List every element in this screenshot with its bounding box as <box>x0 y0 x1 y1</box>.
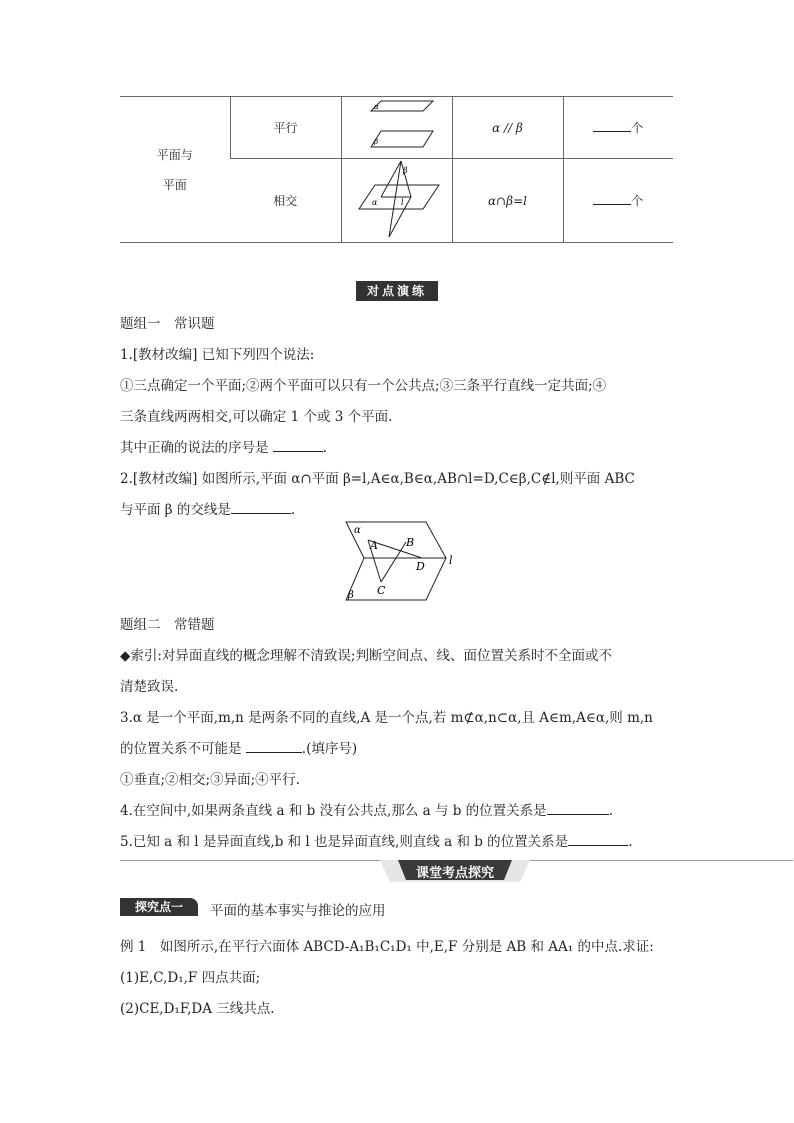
index-note-line1: ◆索引:对异面直线的概念理解不清致误;判断空间点、线、面位置关系时不全面或不 <box>120 648 612 664</box>
example1-line2: (1)E,C,D₁,F 四点共面; <box>120 970 261 986</box>
row-group-label <box>120 97 230 243</box>
practice-header-badge: 对点演练 <box>356 281 438 301</box>
section-banner-title: 课堂考点探究 <box>415 866 494 881</box>
answer-blank <box>568 834 628 846</box>
fig-label-l: l <box>400 198 404 207</box>
count-intersect <box>563 159 673 243</box>
relation-intersect: 相交 <box>230 159 341 243</box>
intersecting-planes-diagram <box>351 159 443 239</box>
q3-line3: ①垂直;②相交;③异面;④平行. <box>120 772 300 788</box>
q2-line2: 与平面 β 的交线是 . <box>120 502 296 518</box>
answer-blank <box>231 502 291 514</box>
notation-intersect: α∩β=l <box>452 159 563 243</box>
example1-line3: (2)CE,D₁F,DA 三线共点. <box>120 1001 275 1017</box>
explore-badge: 探究点一 <box>120 898 198 916</box>
q4: 4.在空间中,如果两条直线 a 和 b 没有公共点,那么 a 与 b 的位置关系是 . <box>120 803 613 819</box>
count-suffix: 个 <box>631 121 644 135</box>
example1-line1: 例 1 如图所示,在平行六面体 ABCD-A₁B₁C₁D₁ 中,E,F 分别是 AB 和 AA₁ 的中点.求证: <box>120 939 654 955</box>
fig-label-D: D <box>416 560 425 573</box>
row-group-label-line1: 平面与 <box>156 147 193 162</box>
fig-label-alpha: α <box>354 525 361 536</box>
index-note-line2: 清楚致误. <box>120 679 179 695</box>
relation-table <box>120 96 673 243</box>
q2-line1: 2.[教材改编] 如图所示,平面 α∩平面 β=l,A∈α,B∈α,AB∩l=D,C∈β,C∉l,则平面 ABC <box>120 471 635 487</box>
fig-label-alpha: α <box>371 198 377 207</box>
intersect-figure <box>341 159 452 243</box>
q1-line4: 其中正确的说法的序号是 . <box>120 440 328 456</box>
q5: 5.已知 a 和 l 是异面直线,b 和 l 也是异面直线,则直线 a 和 b 的位置关系是 . <box>120 834 633 850</box>
fig-label-beta: β <box>373 138 378 146</box>
q1-line3: 三条直线两两相交,可以确定 1 个或 3 个平面. <box>120 409 393 425</box>
count-suffix: 个 <box>631 194 644 208</box>
count-parallel <box>563 97 673 159</box>
fig-label-C: C <box>377 584 386 597</box>
group2-title: 题组二 常错题 <box>120 617 215 633</box>
answer-blank <box>273 440 323 452</box>
count-blank <box>593 120 631 132</box>
q3-line2: 的位置关系不可能是 .(填序号) <box>120 741 358 757</box>
answer-blank <box>547 803 609 815</box>
fig-label-B: B <box>406 536 415 549</box>
group1-title: 题组一 常识题 <box>120 316 215 332</box>
q1-line2: ①三点确定一个平面;②两个平面可以只有一个公共点;③三条平行直线一定共面;④ <box>120 378 607 394</box>
count-blank <box>593 193 631 205</box>
answer-blank <box>246 741 302 753</box>
fig-label-beta: β <box>402 166 408 175</box>
fig-label-alpha: α <box>373 103 379 111</box>
row-group-label-line2: 平面 <box>162 177 187 192</box>
fig-label-A: A <box>370 539 378 552</box>
q3-line1: 3.α 是一个平面,m,n 是两条不同的直线,A 是一个点,若 m⊄α,n⊂α,且 A∈m,A∈α,则 m,n <box>120 710 653 726</box>
fig-label-l: l <box>449 554 453 567</box>
parallel-planes-diagram <box>357 97 437 155</box>
q1-line1: 1.[教材改编] 已知下列四个说法: <box>120 347 315 363</box>
q2-figure <box>336 520 466 606</box>
explore-title: 平面的基本事实与推论的应用 <box>210 903 386 919</box>
notation-parallel: α // β <box>452 97 563 159</box>
parallel-figure <box>341 97 452 159</box>
relation-parallel: 平行 <box>230 97 341 159</box>
fig-label-beta: β <box>348 590 354 601</box>
